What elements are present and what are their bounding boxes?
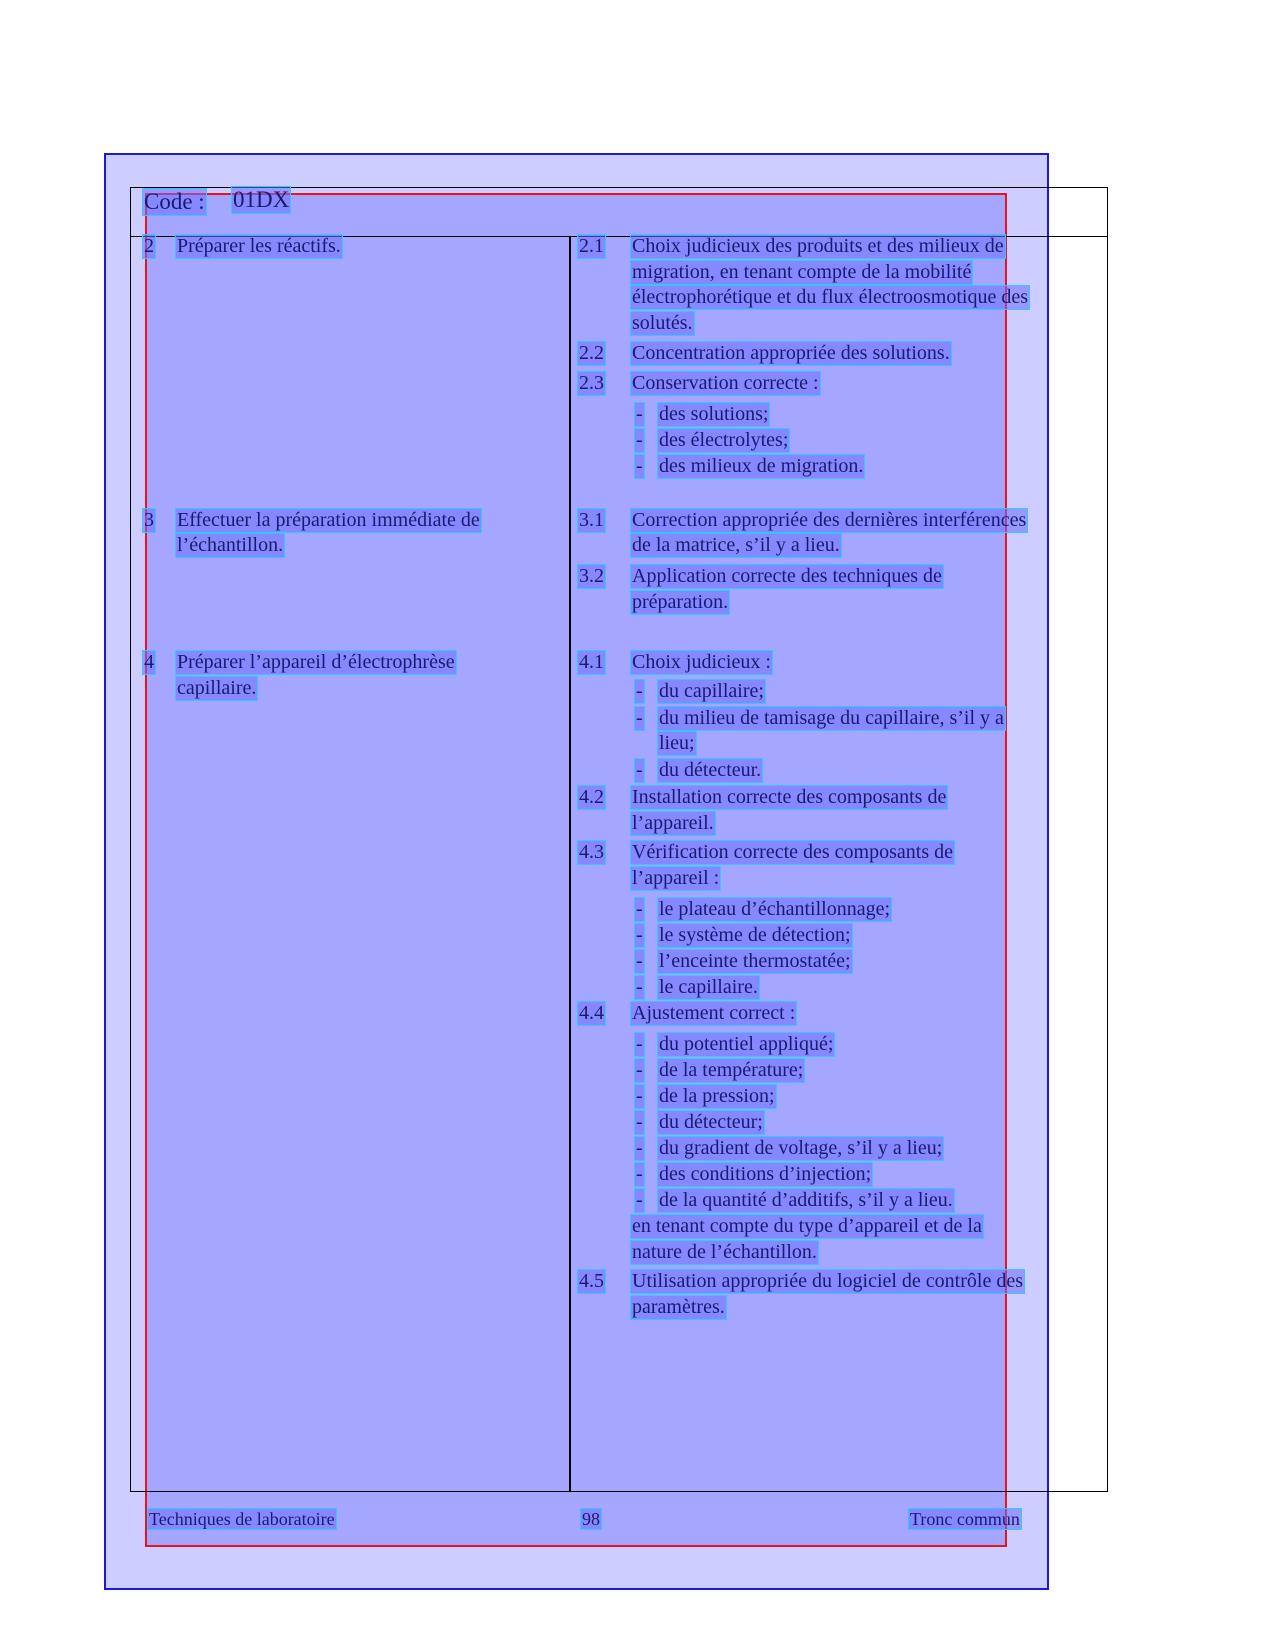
item-text: solutés. <box>632 312 693 334</box>
criterion-text: l’échantillon. <box>177 534 284 556</box>
item-number: 3.1 <box>579 509 604 531</box>
page-number: 98 <box>582 1509 600 1529</box>
item-text: de la matrice, s’il y a lieu. <box>632 534 840 556</box>
bullet-text: de la quantité d’additifs, s’il y a lieu. <box>659 1189 953 1211</box>
item-number: 2.1 <box>579 235 604 257</box>
bullet-mark: - <box>636 1059 643 1081</box>
criterion-text: Préparer l’appareil d’électrophrèse <box>177 651 455 673</box>
criterion-number: 4 <box>144 651 154 673</box>
criteria-table-frame <box>130 187 1108 1492</box>
bullet-text: des milieux de migration. <box>659 455 864 477</box>
bullet-text: du gradient de voltage, s’il y a lieu; <box>659 1137 943 1159</box>
item-text: Correction appropriée des dernières interférences <box>632 509 1027 531</box>
item-text: migration, en tenant compte de la mobilité <box>632 261 972 283</box>
item-number: 3.2 <box>579 565 604 587</box>
bullet-mark: - <box>636 403 643 425</box>
item-text: Choix judicieux des produits et des milieux de <box>632 235 1004 257</box>
footer-left: Techniques de laboratoire <box>149 1509 335 1529</box>
item-number: 4.1 <box>579 651 604 673</box>
item-text: Conservation correcte : <box>632 372 819 394</box>
bullet-text: l’enceinte thermostatée; <box>659 950 851 972</box>
bullet-mark: - <box>636 1111 643 1133</box>
item-number: 2.2 <box>579 342 604 364</box>
bullet-text: du capillaire; <box>659 680 764 702</box>
item-text: Choix judicieux : <box>632 651 771 673</box>
bullet-text: des conditions d’injection; <box>659 1163 872 1185</box>
bullet-text: des électrolytes; <box>659 429 789 451</box>
bullet-mark: - <box>636 759 643 781</box>
item-number: 4.4 <box>579 1002 604 1024</box>
bullet-mark: - <box>636 707 643 729</box>
bullet-mark: - <box>636 950 643 972</box>
bullet-text: du potentiel appliqué; <box>659 1033 834 1055</box>
item-text: Utilisation appropriée du logiciel de contrôle des <box>632 1270 1023 1292</box>
item-text: en tenant compte du type d’appareil et de la <box>632 1215 982 1237</box>
bullet-text: du détecteur. <box>659 759 762 781</box>
column-divider <box>569 236 571 1492</box>
footer-right: Tronc commun <box>910 1509 1020 1529</box>
item-text: Concentration appropriée des solutions. <box>632 342 950 364</box>
bullet-mark: - <box>636 1085 643 1107</box>
bullet-text: lieu; <box>659 732 695 754</box>
bullet-mark: - <box>636 976 643 998</box>
item-number: 2.3 <box>579 372 604 394</box>
item-number: 4.2 <box>579 786 604 808</box>
criterion-text: Effectuer la préparation immédiate de <box>177 509 480 531</box>
item-text: l’appareil : <box>632 867 720 889</box>
item-text: Vérification correcte des composants de <box>632 841 953 863</box>
bullet-text: du milieu de tamisage du capillaire, s’il y a <box>659 707 1004 729</box>
item-number: 4.5 <box>579 1270 604 1292</box>
bullet-text: de la pression; <box>659 1085 775 1107</box>
item-text: l’appareil. <box>632 812 714 834</box>
bullet-mark: - <box>636 924 643 946</box>
bullet-mark: - <box>636 898 643 920</box>
criterion-text: capillaire. <box>177 677 257 699</box>
bullet-text: des solutions; <box>659 403 769 425</box>
item-text: Application correcte des techniques de <box>632 565 942 587</box>
criterion-text: Préparer les réactifs. <box>177 235 341 257</box>
bullet-mark: - <box>636 1163 643 1185</box>
bullet-mark: - <box>636 1137 643 1159</box>
item-number: 4.3 <box>579 841 604 863</box>
item-text: préparation. <box>632 591 729 613</box>
criterion-number: 3 <box>144 509 154 531</box>
bullet-mark: - <box>636 455 643 477</box>
item-text: Ajustement correct : <box>632 1002 796 1024</box>
item-text: paramètres. <box>632 1296 725 1318</box>
bullet-text: du détecteur; <box>659 1111 763 1133</box>
bullet-text: le plateau d’échantillonnage; <box>659 898 891 920</box>
item-text: Installation correcte des composants de <box>632 786 947 808</box>
bullet-mark: - <box>636 1189 643 1211</box>
bullet-mark: - <box>636 429 643 451</box>
item-text: électrophorétique et du flux électroosmotique des <box>632 286 1028 308</box>
bullet-mark: - <box>636 680 643 702</box>
item-text: nature de l’échantillon. <box>632 1241 817 1263</box>
criterion-number: 2 <box>144 235 154 257</box>
code-value: 01DX <box>233 187 290 212</box>
bullet-mark: - <box>636 1033 643 1055</box>
bullet-text: de la température; <box>659 1059 804 1081</box>
code-label: Code : <box>144 189 205 214</box>
bullet-text: le système de détection; <box>659 924 851 946</box>
bullet-text: le capillaire. <box>659 976 758 998</box>
